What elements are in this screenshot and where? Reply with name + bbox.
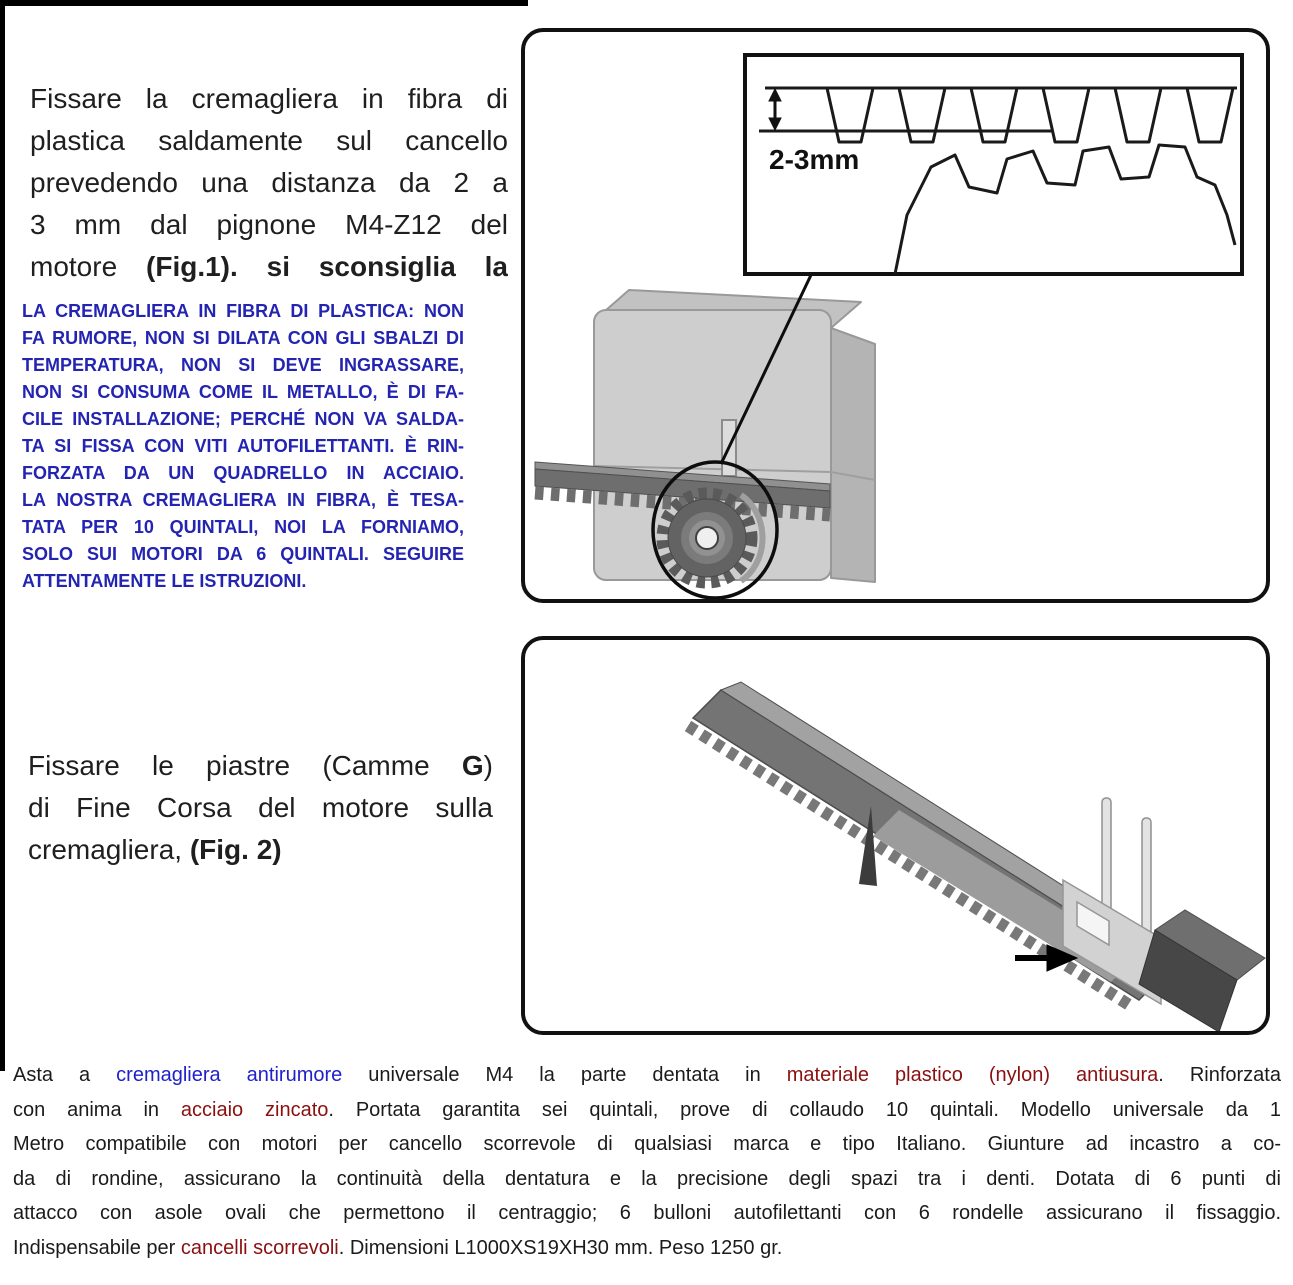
figure-2-panel (521, 636, 1270, 1035)
highlight-dark-red: materiale plastico (nylon) antiusura (786, 1064, 1159, 1086)
text-line: NON SI CONSUMA COME IL METALLO, È DI FA- (22, 382, 464, 402)
instruction-paragraph-1 (30, 78, 508, 288)
scan-artifact-left-bar (0, 0, 5, 1071)
text-line: plastica saldamente sul cancello (30, 125, 508, 156)
plate-pin (1102, 798, 1111, 918)
text-line: Fissare le piastre (Camme G) (28, 750, 493, 781)
text-line: ATTENTAMENTE LE ISTRUZIONI. (22, 571, 307, 591)
text-line: da di rondine, assicurano la continuità della dentatura e la precisione degli spazi tra i denti. Dotata di 6 punti di (13, 1167, 1281, 1190)
text-line: FORZATA DA UN QUADRELLO IN ACCIAIO. (22, 463, 464, 483)
text-line: cremagliera, (Fig. 2) (28, 834, 282, 865)
text-line: 3 mm dal pignone M4-Z12 del (30, 209, 508, 240)
scan-artifact-top-bar (0, 0, 528, 6)
figure-1-illustration (525, 32, 1266, 599)
text-line: motore (Fig.1). si sconsiglia la (30, 251, 508, 282)
gap-dimension-label: 2-3mm (769, 144, 860, 175)
rack-end-cap (1139, 910, 1265, 1031)
highlight-dark-red: cancelli scorrevoli (180, 1236, 339, 1259)
text-line: di Fine Corsa del motore sulla (28, 792, 493, 823)
bold-figure-reference: (Fig. 2) (189, 834, 282, 865)
text-line: LA NOSTRA CREMAGLIERA IN FIBRA, È TESA- (22, 490, 464, 510)
text-line: attacco con asole ovali che permettono il centraggio; 6 bulloni autofilettanti con 6 rondelle assicurano il fissaggio. (13, 1202, 1281, 1224)
instruction-paragraph-2 (28, 745, 493, 871)
text-line: LA CREMAGLIERA IN FIBRA DI PLASTICA: NON (22, 301, 464, 321)
text-line: Indispensabile per cancelli scorrevoli. Dimensioni L1000XS19XH30 mm. Peso 1250 gr. (13, 1236, 783, 1259)
text-line: CILE INSTALLAZIONE; PERCHÉ NON VA SALDA- (22, 409, 464, 429)
text-line: Metro compatibile con motori per cancello scorrevole di qualsiasi marca e tipo Italiano. Giunture ad incastro a co- (13, 1133, 1281, 1155)
bold-figure-reference: (Fig.1). si sconsiglia la (146, 251, 508, 282)
figure-2-illustration (525, 640, 1266, 1031)
text-line: FA RUMORE, NON SI DILATA CON GLI SBALZI DI (22, 328, 464, 348)
text-line: Fissare la cremagliera in fibra di (30, 83, 508, 114)
text-line: prevedendo una distanza da 2 a (30, 167, 508, 198)
text-line: SOLO SUI MOTORI DA 6 QUINTALI. SEGUIRE (22, 544, 464, 564)
product-description (13, 1058, 1281, 1265)
fiber-rack-note (22, 298, 464, 595)
text-line: TATA PER 10 QUINTALI, NOI LA FORNIAMO, (22, 517, 464, 537)
bold-camme-letter: G (461, 750, 484, 781)
text-line: TA SI FISSA CON VITI AUTOFILETTANTI. È RIN- (22, 436, 464, 456)
text-line: Asta a cremagliera antirumore universale M4 la parte dentata in materiale plastico (nylon) antiusura. Rinforzata (13, 1064, 1281, 1086)
text-line: con anima in acciaio zincato. Portata garantita sei quintali, prove di collaudo 10 quintali. Modello universale da 1 (13, 1098, 1281, 1121)
text-line: TEMPERATURA, NON SI DEVE INGRASSARE, (22, 355, 464, 375)
plate-pin (1142, 818, 1151, 938)
figure-1-panel (521, 28, 1270, 603)
highlight-blue: cremagliera antirumore (116, 1064, 343, 1086)
highlight-dark-red: acciaio zincato (180, 1098, 329, 1121)
